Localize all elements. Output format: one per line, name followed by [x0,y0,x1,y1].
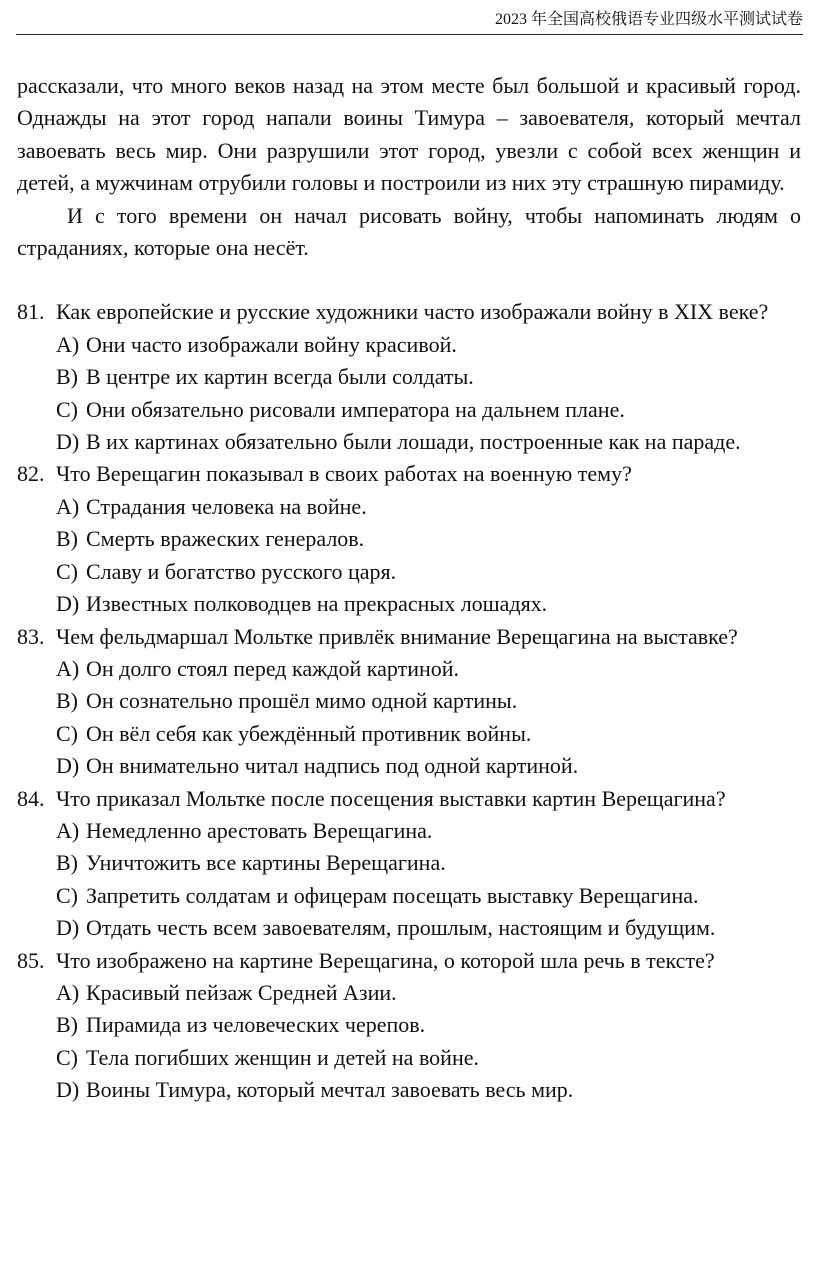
question-81 [17,296,801,458]
option-letter: C) [56,882,78,908]
option-text: В центре их картин всегда были солдаты. [86,364,474,390]
option-text: Тела погибших женщин и детей на войне. [86,1044,479,1070]
option-letter: C) [56,396,78,422]
option-a [17,491,801,523]
option-d [17,750,801,782]
option-a [17,977,801,1009]
question-84 [17,783,801,945]
option-letter: D) [56,1077,80,1103]
option-letter: A) [56,493,80,519]
option-letter: D) [56,429,80,455]
option-d [17,912,801,944]
option-a [17,815,801,847]
question-number: 81. [17,299,45,325]
option-letter: B) [56,850,78,876]
option-text: Он сознательно прошёл мимо одной картины. [86,688,518,714]
option-letter: D) [56,753,80,779]
question-85 [17,945,801,1107]
option-letter: C) [56,1044,78,1070]
option-text: Славу и богатство русского царя. [86,558,397,584]
option-b [17,685,801,717]
option-c [17,556,801,588]
option-c [17,1042,801,1074]
option-letter: A) [56,655,80,681]
question-text: Как европейские и русские художники часто изображали войну в XIX веке? [56,299,769,325]
option-a [17,653,801,685]
reading-passage [17,70,801,264]
option-letter: B) [56,688,78,714]
question-number: 85. [17,947,45,973]
question-82 [17,458,801,620]
question-text: Что приказал Мольтке после посещения выставки картин Верещагина? [56,785,726,811]
option-letter: A) [56,817,80,843]
option-letter: B) [56,1012,78,1038]
question-number: 83. [17,623,45,649]
option-b [17,1009,801,1041]
question-83 [17,621,801,783]
question-number: 82. [17,461,45,487]
option-text: Смерть вражеских генералов. [86,526,365,552]
option-text: Отдать честь всем завоевателям, прошлым, настоящим и будущим. [86,915,716,941]
passage-paragraph-2: И с того времени он начал рисовать войну, чтобы напоминать людям о страданиях, которые она несёт. [17,202,801,261]
question-text: Что изображено на картине Верещагина, о которой шла речь в тексте? [56,947,715,973]
header-title: 2023 年全国高校俄语专业四级水平测试试卷 [494,11,803,28]
option-text: Они часто изображали войну красивой. [86,331,457,357]
option-a [17,329,801,361]
question-text: Что Верещагин показывал в своих работах на военную тему? [56,461,632,487]
option-c [17,880,801,912]
option-text: Он вёл себя как убеждённый противник войны. [86,720,532,746]
option-text: Запретить солдатам и офицерам посещать выставку Верещагина. [86,882,699,908]
option-text: В их картинах обязательно были лошади, построенные как на параде. [86,429,741,455]
passage-paragraph-1: рассказали, что много веков назад на этом месте был большой и красивый город. Однажды на этот город напали воины Тимура – завоевателя, который мечтал завоевать весь мир. Они разрушили этот город, увезли с собой всех женщин и детей, а мужчинам отрубили головы и построили из них эту страшную пирамиду. [17,73,801,196]
option-b [17,361,801,393]
option-text: Он долго стоял перед каждой картиной. [86,655,460,681]
option-letter: C) [56,558,78,584]
option-text: Немедленно арестовать Верещагина. [86,817,433,843]
option-letter: D) [56,591,80,617]
option-d [17,1074,801,1106]
option-c [17,394,801,426]
option-d [17,588,801,620]
option-letter: D) [56,915,80,941]
option-b [17,847,801,879]
option-letter: B) [56,364,78,390]
option-letter: C) [56,720,78,746]
page-content [17,70,801,1107]
option-text: Пирамида из человеческих черепов. [86,1012,426,1038]
option-text: Он внимательно читал надпись под одной картиной. [86,753,579,779]
question-list [17,296,801,1106]
question-text: Чем фельдмаршал Мольтке привлёк внимание Верещагина на выставке? [56,623,738,649]
option-text: Страдания человека на войне. [86,493,367,519]
option-letter: A) [56,331,80,357]
option-text: Они обязательно рисовали императора на дальнем плане. [86,396,625,422]
option-text: Красивый пейзаж Средней Азии. [86,979,397,1005]
option-d [17,426,801,458]
option-letter: B) [56,526,78,552]
option-b [17,523,801,555]
page-header [16,8,803,35]
option-text: Уничтожить все картины Верещагина. [86,850,446,876]
option-text: Известных полководцев на прекрасных лошадях. [86,591,548,617]
option-c [17,718,801,750]
question-number: 84. [17,785,45,811]
option-letter: A) [56,979,80,1005]
option-text: Воины Тимура, который мечтал завоевать весь мир. [86,1077,574,1103]
